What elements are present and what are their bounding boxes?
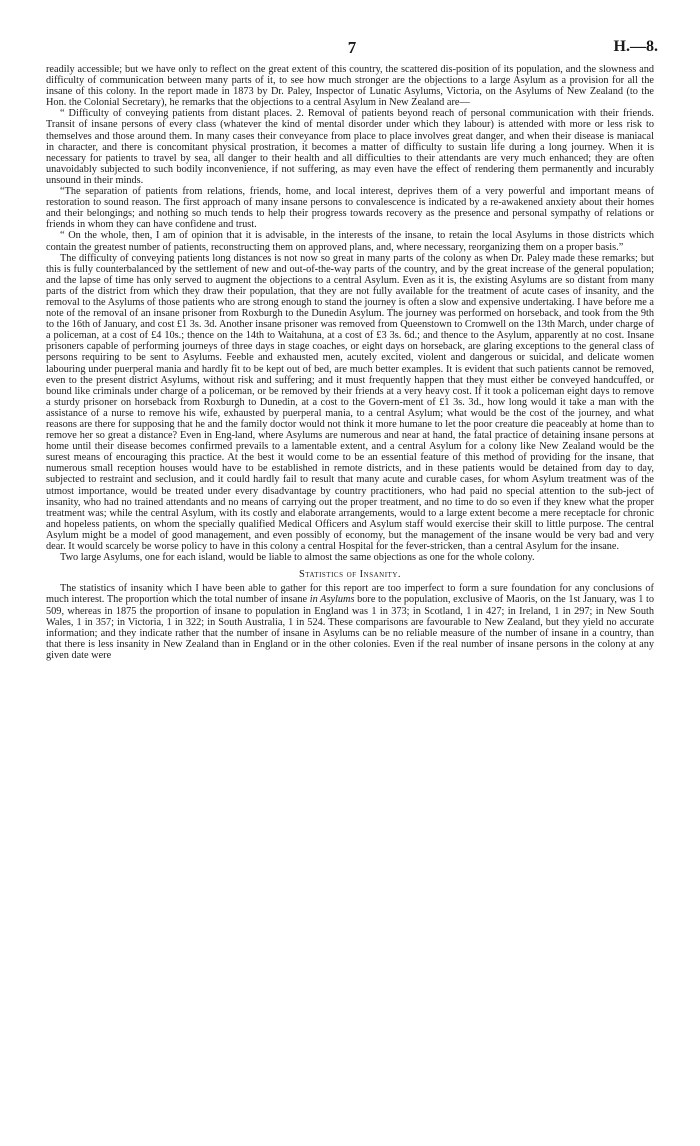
paragraph-quote-1: “ Difficulty of conveying patients from distant places. 2. Removal of patients beyond reach of personal communication with their friends. Transit of insane persons of every class (whatever the kind of mental disorder under which they labour) is attended with more or less risk to themselves and those around them. In many cases their conveyance from place to place involves great danger, and when their disease is maniacal in character, and there is concomitant physical prostration, it becomes a matter of difficulty to sustain life during a long journey. When it is necessary for patients to travel by sea, all danger to their health and all difficulties to their attendants are very much enhanced; they are often unavoidably subjected to such bodily inconvenience, if not suffering, as may even have the effect of rendering them permanently and incurably unsound in their minds. — [46, 108, 654, 186]
paragraph-two-asylums: Two large Asylums, one for each island, would be liable to almost the same objections as one for the whole colony. — [60, 552, 535, 564]
document-reference: H.—8. — [613, 38, 658, 55]
document-body — [46, 64, 654, 661]
page-header — [46, 38, 658, 58]
statistics-text-part2: bore to the population, exclusive of Maoris, on the 1st January, was 1 to 509, whereas in 1875 the proportion of insane to population in England was 1 in 373; in Scotland, 1 in 427; in Ireland, 1 in 297; in New South Wales, 1 in 357; in Victoria, 1 in 322; in South Australia, 1 in 524. These comparisons are favourable to New Zealand, but they yield no accurate information; and they indicate rather that the number of insane in Asylums can be no reliable measure of the number of insane in a country, than that there is less insanity in New Zealand than in England or in the other colonies. Even if the real number of insane persons in the colony at any given date were — [46, 594, 654, 661]
paragraph-main: The difficulty of conveying patients long distances is not now so great in many parts of the colony as when Dr. Paley made these remarks; but this is fully counterbalanced by the settlement of new and out-of-the-way parts of the country, and by the great increase of the general population; and the lapse of time has only served to augment the objections to a central Asylum. Even as it is, the existing Asylums are so distant from many parts of the district from which they draw their population, that they are not fully available for the treatment of acute cases of insanity, and the removal to the Asylums of those patients who are strong enough to stand the journey is often a slow and expensive undertaking. I have before me a note of the removal of an insane prisoner from Roxburgh to the Dunedin Asylum. The journey was performed on horseback, and took from the 9th to the 16th of January, and cost £1 3s. 3d. Another insane prisoner was removed from Queenstown to Cromwell on the 13th March, under charge of a policeman, at a cost of £4 10s.; thence on the 14th to Waitahuna, at a cost of £3 3s. 6d.; and thence to the Asylum, apparently at no cost. Insane prisoners capable of performing journeys of three days in stage coaches, or eight days on horseback, are glaring exceptions to the general class of persons requiring to be sent to Asylums. Feeble and exhausted men, acutely excited, violent and dangerous or suicidal, and delicate women labouring under puerperal mania and hardly fit to be kept out of bed, are much better examples. It is evident that such patients cannot be removed, even to the present district Asylums, without risk and suffering; and it must frequently happen that they must either be conveyed handcuffed, or bound like criminals under charge of a policeman, or be removed by their friends at a very heavy cost. If it took a policeman eight days to remove a sturdy prisoner on horseback from Roxburgh to Dunedin, at a cost to the Govern-ment of £1 3s. 3d., how long would it take a man with the assistance of a nurse to remove his wife, exhausted by puerperal mania, to a central Asylum; what would be the cost of the journey, and what reasons are there for supposing that he and the family doctor would not think it more humane to let the poor creature die peaceably at home than to remove her so great a distance? Even in Eng-land, where Asylums are numerous and near at hand, the fatal practice of detaining insane persons at home until their disease becomes confirmed prevails to a lamentable extent, and a central Asylum for a colony like New Zealand would be the surest means of encouraging this practice. At the best it would come to be an essential feature of this method of providing for the insane, that numerous small reception houses would have to be established in remote districts, and in these patients would be detained from day to day, subjected to restraint and seclusion, and it could hardly fail to result that many acute and curable cases, for whom Asylum treatment was of the utmost importance, would be treated under every disadvantage by country practitioners, who had paid no special attention to the sub-ject of insanity, who had no trained attendants and no means of carrying out the proper treatment, and no time to do so even if they knew what the proper treatment was; while the central Asylum, with its costly and elaborate arrangements, would to a large extent become a mere receptacle for chronic and hopeless patients, on whom the specially qualified Medical Officers and Asylum staff would exercise their skill to little purpose. The central Asylum might be a model of good management, and even possibly of economy, but the management of the insane would be very bad and very dear. It would scarcely be worse policy to have in this colony a central Hospital for the fever-stricken, than a central Asylum for the insane. — [46, 252, 654, 553]
paragraph-quote-3: “ On the whole, then, I am of opinion that it is advisable, in the interests of the insane, to retain the local Asylums in those districts which contain the greatest number of patients, reconstructing them on approved plans, and, where necessary, reorganizing them on a proper basis.” — [46, 230, 654, 253]
page-number: 7 — [347, 38, 357, 57]
paragraph-opening: readily accessible; but we have only to reflect on the great extent of this country, the scattered dis-position of its population, and the slowness and difficulty of communication between many parts of it, to see how much stronger are the objections to a large Asylum as a provision for all the insane of this colony. In the report made in 1873 by Dr. Paley, Inspector of Lunatic Asylums, Victoria, on the Asylums of New Zealand (to the Hon. the Colonial Secretary), he remarks that the objections to a central Asylum in New Zealand are— — [46, 64, 654, 109]
paragraph-quote-2: “The separation of patients from relations, friends, home, and local interest, deprives them of a very powerful and important means of restoration to sound reason. The first approach of many insane persons to convalescence is indicated by a re-awakened anxiety about their homes and their belongings; and nothing so much tends to help their progress towards recovery as the presence and personal sympathy of relations or friends in whom they can have confidene and trust. — [46, 186, 654, 231]
statistics-text-italic: in Asylums — [309, 594, 355, 606]
section-heading: Statistics of Insanity. — [298, 569, 402, 581]
paragraph-statistics — [46, 583, 654, 661]
statistics-text-part1: The statistics of insanity which I have been able to gather for this report are too imperfect to form a sure foundation for any conclusions of much interest. The proportion which the total number of insane — [46, 583, 654, 606]
